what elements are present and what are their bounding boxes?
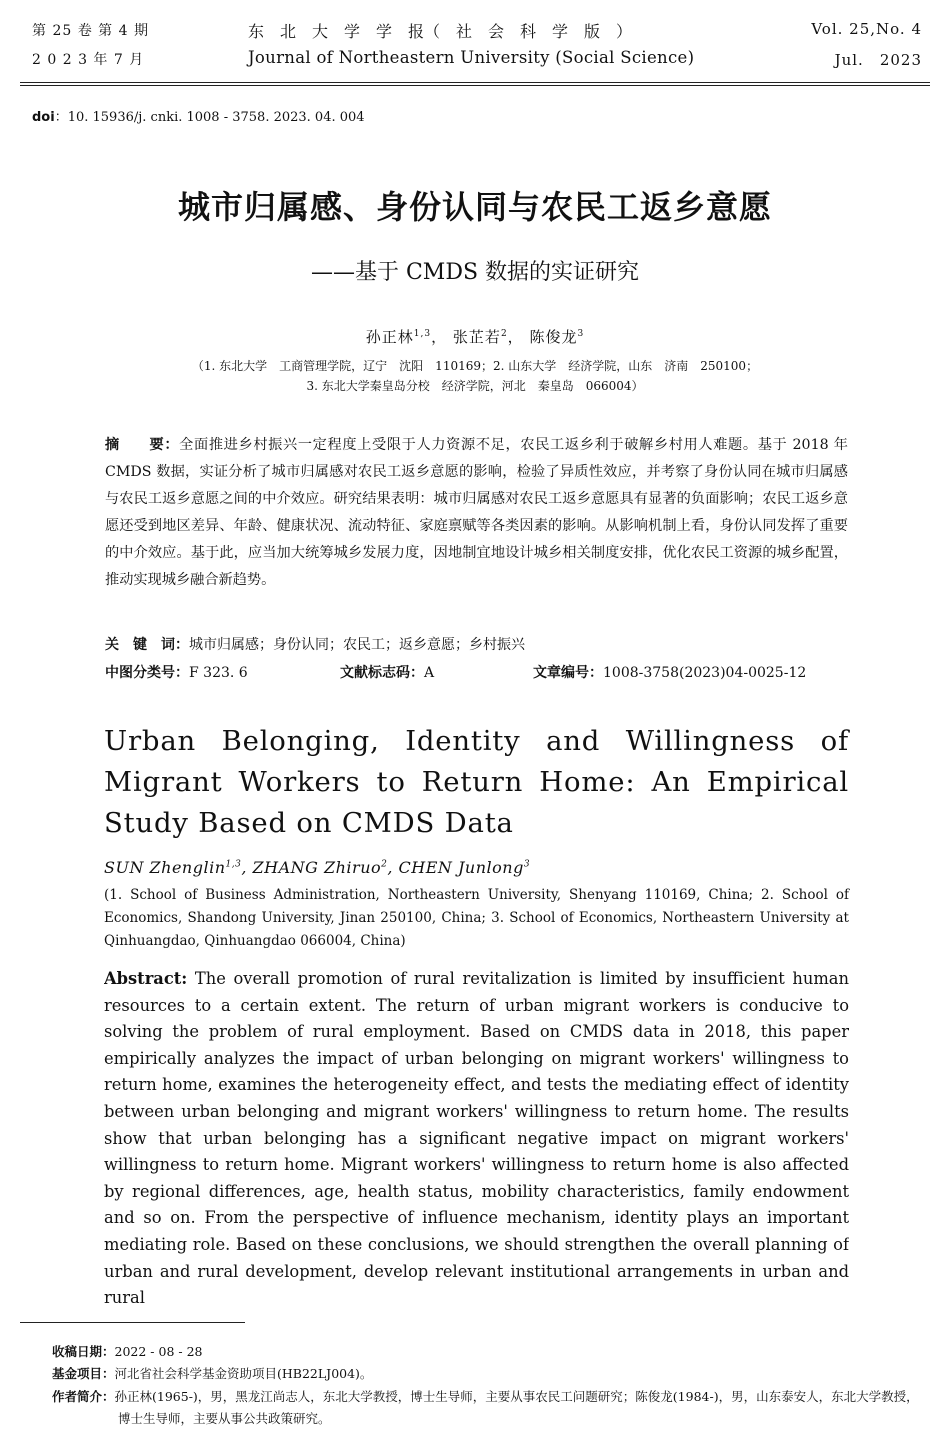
journal-title-en: Journal of Northeastern University (Social Science): [248, 48, 695, 67]
author-en-affil: 1,3: [225, 859, 242, 870]
abstract-en-text: The overall promotion of rural revitalization is limited by insufficient human resources to a certain extent. The return of urban migrant workers is conducive to solving the problem of rural employment. Based on CMDS data in 2018, this paper empirically analyzes the impact of urban belonging on migrant workers' willingness to return home, examines the heterogeneity effect, and tests the mediating effect of identity between urban belonging and migrant workers' willingness to return home. The results show that urban belonging has a significant negative impact on migrant workers' willingness to return home. Migrant workers' willingness to return home is also affected by regional differences, age, health status, mobility characteristics, family endowment and so on. From the perspective of influence mechanism, identity plays an important mediating role. Based on these conclusions, we should strengthen the overall planning of urban and rural development, develop relevant institutional arrangements in urban and rural: [104, 969, 849, 1308]
affiliations-en: (1. School of Business Administration, Northeastern University, Shenyang 110169, China; 2. School of Economics, Shandong University, Jinan 250100, China; 3. School of Economics, Northeastern University at Qinhuangdao, Qinhuangdao 066004, China): [104, 887, 849, 949]
clc-label: 中图分类号：: [105, 665, 189, 681]
author-cn-affil: 2: [500, 329, 508, 339]
header-rule-top: [20, 82, 930, 83]
footnote-fund: [52, 1363, 932, 1385]
footnote-rule: [20, 1322, 245, 1323]
article-number: [533, 662, 806, 682]
date-cn: 2 0 2 3 年 7 月: [32, 52, 145, 68]
author-separator: ，: [507, 328, 524, 346]
author-cn-affil: 3: [577, 329, 585, 339]
date-en: Jul. 2023: [834, 51, 922, 69]
art-value: 1008-3758(2023)04-0025-12: [603, 665, 807, 681]
doc-code: [340, 662, 434, 682]
doc-value: A: [424, 665, 435, 681]
doi-value[interactable]: ：10. 15936/j. cnki. 1008 - 3758. 2023. 04. 004: [54, 110, 365, 125]
fund-label: 基金项目：: [52, 1366, 115, 1381]
abstract-cn: [105, 432, 848, 594]
author-cn: 陈俊龙: [529, 328, 578, 346]
author-en: ZHANG Zhiruo: [252, 858, 382, 877]
author-cn: 张芷若: [452, 328, 501, 346]
footnote-bio: [52, 1386, 928, 1430]
abstract-cn-label: 摘 要：: [105, 437, 180, 453]
abstract-en: [104, 966, 849, 1312]
fund-value: 河北省社会科学基金资助项目(HB22LJ004)。: [114, 1366, 373, 1381]
title-en: Urban Belonging, Identity and Willingness of Migrant Workers to Return Home: An Empirical Study Based on CMDS Data: [104, 725, 849, 839]
affiliation-cn-line: （1. 东北大学 工商管理学院，辽宁 沈阳 110169；2. 山东大学 经济学院，山东 济南 250100；: [191, 359, 759, 373]
volume-issue-en: Vol. 25,No. 4: [811, 20, 922, 38]
subtitle-cn: ——基于 CMDS 数据的实证研究: [310, 260, 640, 285]
art-label: 文章编号：: [533, 665, 603, 681]
keywords-cn: [105, 634, 848, 654]
doc-label: 文献标志码：: [340, 665, 424, 681]
author-separator: ，: [431, 328, 448, 346]
header-rule-bottom: [20, 85, 930, 86]
author-en-affil: 2: [381, 859, 388, 870]
authors-en: SUN Zhenglin$^{1,3}$, ZHANG Zhiruo$^2$, CHEN Junlong$^3$: [104, 858, 531, 877]
abstract-cn-text: 全面推进乡村振兴一定程度上受限于人力资源不足，农民工返乡利于破解乡村用人难题。基于 2018 年 CMDS 数据，实证分析了城市归属感对农民工返乡意愿的影响，检验了异质性效应，并考察了身份认同在城市归属感与农民工返乡意愿之间的中介效应。研究结果表明：城市归属感对农民工返乡意愿具有显著的负面影响；农民工返乡意愿还受到地区差异、年龄、健康状况、流动特征、家庭禀赋等各类因素的影响。从影响机制上看，身份认同发挥了重要的中介效应。基于此，应当加大统筹城乡发展力度，因地制宜地设计城乡相关制度安排，优化农民工资源的城乡配置，推动实现城乡融合新趋势。: [105, 437, 848, 588]
title-cn: 城市归属感、身份认同与农民工返乡意愿: [177, 188, 772, 226]
bio-label: 作者简介：: [52, 1389, 115, 1404]
affiliation-cn-line: 3. 东北大学秦皇岛分校 经济学院，河北 秦皇岛 066004）: [306, 379, 644, 393]
doi-line: [32, 106, 365, 125]
volume-issue-cn: 第 25 卷 第 4 期: [32, 23, 149, 39]
author-cn-affil: 1,3: [413, 329, 432, 339]
received-label: 收稿日期：: [52, 1344, 115, 1359]
clc-value: F 323. 6: [189, 665, 248, 681]
footnote-received: [52, 1341, 932, 1363]
abstract-en-label: Abstract:: [104, 969, 188, 988]
author-en: SUN Zhenglin: [104, 858, 226, 877]
keywords-cn-label: 关 键 词：: [105, 637, 189, 653]
journal-title-cn: 东 北 大 学 学 报（ 社 会 科 学 版 ）: [248, 22, 633, 41]
author-cn: 孙正林: [365, 328, 414, 346]
author-en: CHEN Junlong: [398, 858, 524, 877]
keywords-cn-text: 城市归属感；身份认同；农民工；返乡意愿；乡村振兴: [189, 637, 525, 653]
received-value: 2022 - 08 - 28: [114, 1344, 203, 1359]
author-en-affil: 3: [523, 859, 531, 870]
doi-label: doi: [32, 110, 55, 125]
bio-value: 孙正林(1965-)，男，黑龙江尚志人，东北大学教授，博士生导师，主要从事农民工问题研究；陈俊龙(1984-)，男，山东泰安人，东北大学教授，博士生导师，主要从事公共政策研究。: [114, 1389, 919, 1426]
authors-cn: [0, 326, 950, 347]
